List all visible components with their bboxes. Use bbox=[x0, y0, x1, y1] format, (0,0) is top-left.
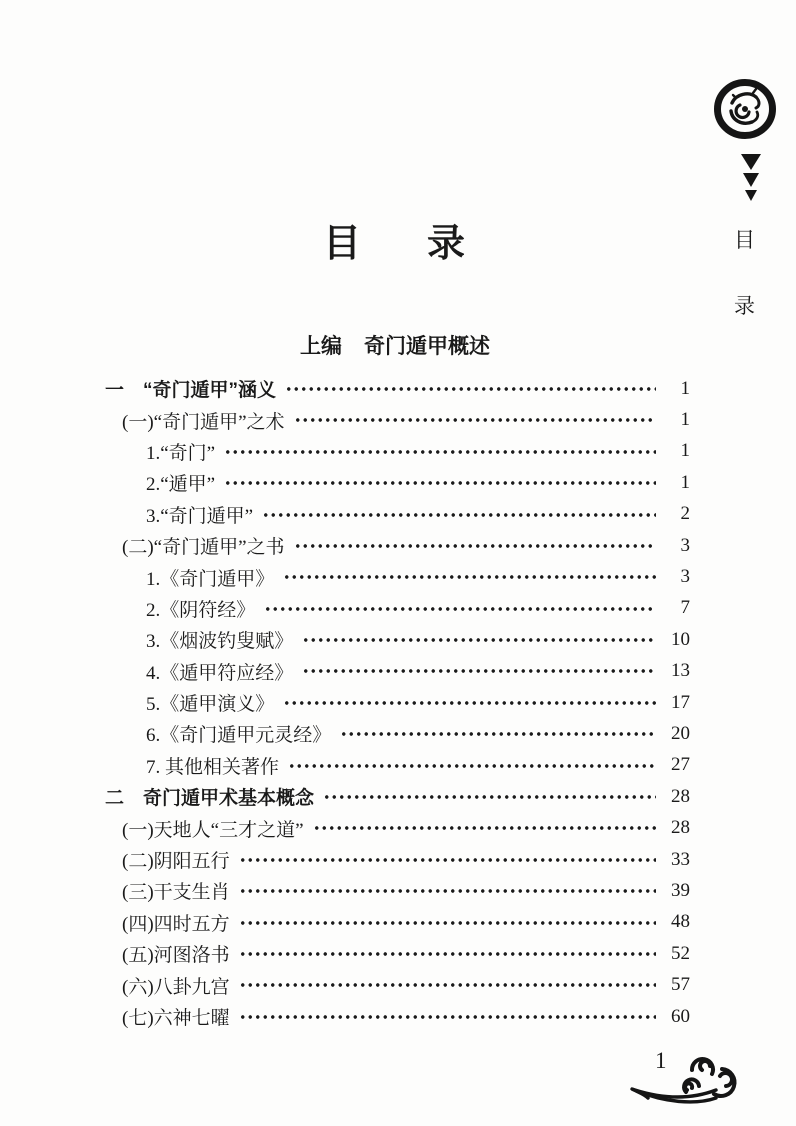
toc-entry bbox=[105, 781, 690, 812]
toc-entry bbox=[105, 907, 690, 938]
dotted-leader bbox=[239, 938, 656, 969]
dotted-leader bbox=[239, 875, 656, 906]
dotted-leader bbox=[239, 844, 656, 875]
toc-entry bbox=[105, 467, 690, 498]
toc-entry-label: 2.“遁甲” bbox=[146, 474, 216, 496]
toc-entry-label: 3.《烟波钓叟赋》 bbox=[146, 631, 294, 653]
toc-entry-label: 一 “奇门遁甲”涵义 bbox=[105, 380, 277, 402]
toc-entry-label: 1.《奇门遁甲》 bbox=[146, 568, 275, 590]
toc-entry bbox=[105, 938, 690, 969]
toc-entry bbox=[105, 718, 690, 749]
toc-entry-page: 1 bbox=[680, 377, 690, 399]
toc-entry-page: 2 bbox=[680, 503, 690, 525]
toc-entry-label: (二)“奇门遁甲”之书 bbox=[122, 537, 285, 559]
toc-entry-label: (七)六神七曜 bbox=[122, 1008, 230, 1029]
toc-entry bbox=[105, 687, 690, 718]
margin-vertical-title bbox=[734, 224, 755, 320]
toc-entry-page: 48 bbox=[671, 911, 690, 933]
toc-entry bbox=[105, 436, 690, 467]
triangle-markers-icon bbox=[739, 154, 763, 213]
dotted-leader bbox=[224, 467, 656, 498]
dotted-leader bbox=[323, 781, 656, 812]
toc-entry-label: 7. 其他相关著作 bbox=[146, 756, 280, 778]
toc-entry-page: 28 bbox=[671, 785, 690, 807]
toc-list bbox=[105, 373, 690, 1032]
toc-entry-page: 17 bbox=[671, 691, 690, 713]
toc-entry-page: 7 bbox=[680, 597, 690, 619]
toc-entry-page: 1 bbox=[680, 409, 690, 431]
toc-entry bbox=[105, 373, 690, 404]
toc-entry-page: 13 bbox=[671, 660, 690, 682]
dotted-leader bbox=[239, 969, 656, 1000]
section-heading-part: 奇门遁甲概述 bbox=[364, 335, 490, 358]
toc-entry-label: 二 奇门遁甲术基本概念 bbox=[105, 788, 315, 810]
dotted-leader bbox=[294, 404, 656, 435]
toc-entry-label: (二)阴阳五行 bbox=[122, 851, 230, 873]
toc-entry-label: (一)天地人“三才之道” bbox=[122, 819, 304, 841]
dotted-leader bbox=[288, 750, 656, 781]
toc-entry-label: 3.“奇门遁甲” bbox=[146, 505, 254, 527]
toc-entry bbox=[105, 593, 690, 624]
dotted-leader bbox=[313, 812, 656, 843]
page-title-char: 目 bbox=[322, 223, 363, 265]
toc-entry-page: 28 bbox=[671, 817, 690, 839]
dotted-leader bbox=[239, 1001, 656, 1032]
dotted-leader bbox=[285, 373, 656, 404]
toc-entry-label: 2.《阴符经》 bbox=[146, 599, 256, 621]
toc-entry bbox=[105, 969, 690, 1000]
toc-entry bbox=[105, 624, 690, 655]
toc-entry-page: 52 bbox=[671, 942, 690, 964]
toc-entry-label: (一)“奇门遁甲”之术 bbox=[122, 411, 285, 433]
cloud-flourish-icon bbox=[626, 1046, 752, 1113]
toc-entry-label: 1.“奇门” bbox=[146, 442, 216, 464]
toc-entry bbox=[105, 1001, 690, 1032]
dotted-leader bbox=[283, 561, 656, 592]
toc-entry-page: 3 bbox=[680, 534, 690, 556]
toc-entry-label: (三)干支生肖 bbox=[122, 882, 230, 904]
toc-entry-label: 6.《奇门遁甲元灵经》 bbox=[146, 725, 332, 747]
toc-entry-label: (四)四时五方 bbox=[122, 913, 230, 935]
toc-entry-page: 1 bbox=[680, 440, 690, 462]
page-title-char: 录 bbox=[427, 223, 468, 265]
section-heading bbox=[100, 330, 690, 360]
toc-entry-page: 10 bbox=[671, 628, 690, 650]
toc-entry-page: 57 bbox=[671, 974, 690, 996]
toc-entry-label: (五)河图洛书 bbox=[122, 945, 230, 967]
toc-entry bbox=[105, 844, 690, 875]
toc-entry-page: 27 bbox=[671, 754, 690, 776]
dotted-leader bbox=[302, 624, 656, 655]
toc-entry bbox=[105, 561, 690, 592]
toc-entry bbox=[105, 875, 690, 906]
margin-title-char: 录 bbox=[734, 294, 755, 318]
dotted-leader bbox=[264, 593, 656, 624]
toc-entry bbox=[105, 499, 690, 530]
dotted-leader bbox=[302, 656, 656, 687]
toc-entry-page: 33 bbox=[671, 848, 690, 870]
toc-entry-label: (六)八卦九宫 bbox=[122, 976, 230, 998]
dotted-leader bbox=[340, 718, 656, 749]
dragon-seal-icon bbox=[712, 78, 778, 147]
toc-entry-page: 20 bbox=[671, 722, 690, 744]
toc-entry-label: 5.《遁甲演义》 bbox=[146, 694, 275, 716]
toc-entry-page: 60 bbox=[671, 1005, 690, 1027]
dotted-leader bbox=[262, 499, 656, 530]
page-title bbox=[100, 212, 690, 267]
toc-entry-page: 1 bbox=[680, 471, 690, 493]
toc-entry bbox=[105, 812, 690, 843]
toc-entry bbox=[105, 530, 690, 561]
toc-entry bbox=[105, 404, 690, 435]
dotted-leader bbox=[239, 907, 656, 938]
folio-page-number: 1 bbox=[655, 1048, 667, 1073]
toc-entry bbox=[105, 656, 690, 687]
toc-entry bbox=[105, 750, 690, 781]
margin-title-char: 目 bbox=[734, 228, 755, 252]
toc-entry-page: 3 bbox=[680, 566, 690, 588]
toc-entry-page: 39 bbox=[671, 879, 690, 901]
dotted-leader bbox=[294, 530, 656, 561]
section-heading-part: 上编 bbox=[300, 335, 342, 358]
dotted-leader bbox=[283, 687, 656, 718]
dotted-leader bbox=[224, 436, 656, 467]
toc-entry-label: 4.《遁甲符应经》 bbox=[146, 662, 294, 684]
